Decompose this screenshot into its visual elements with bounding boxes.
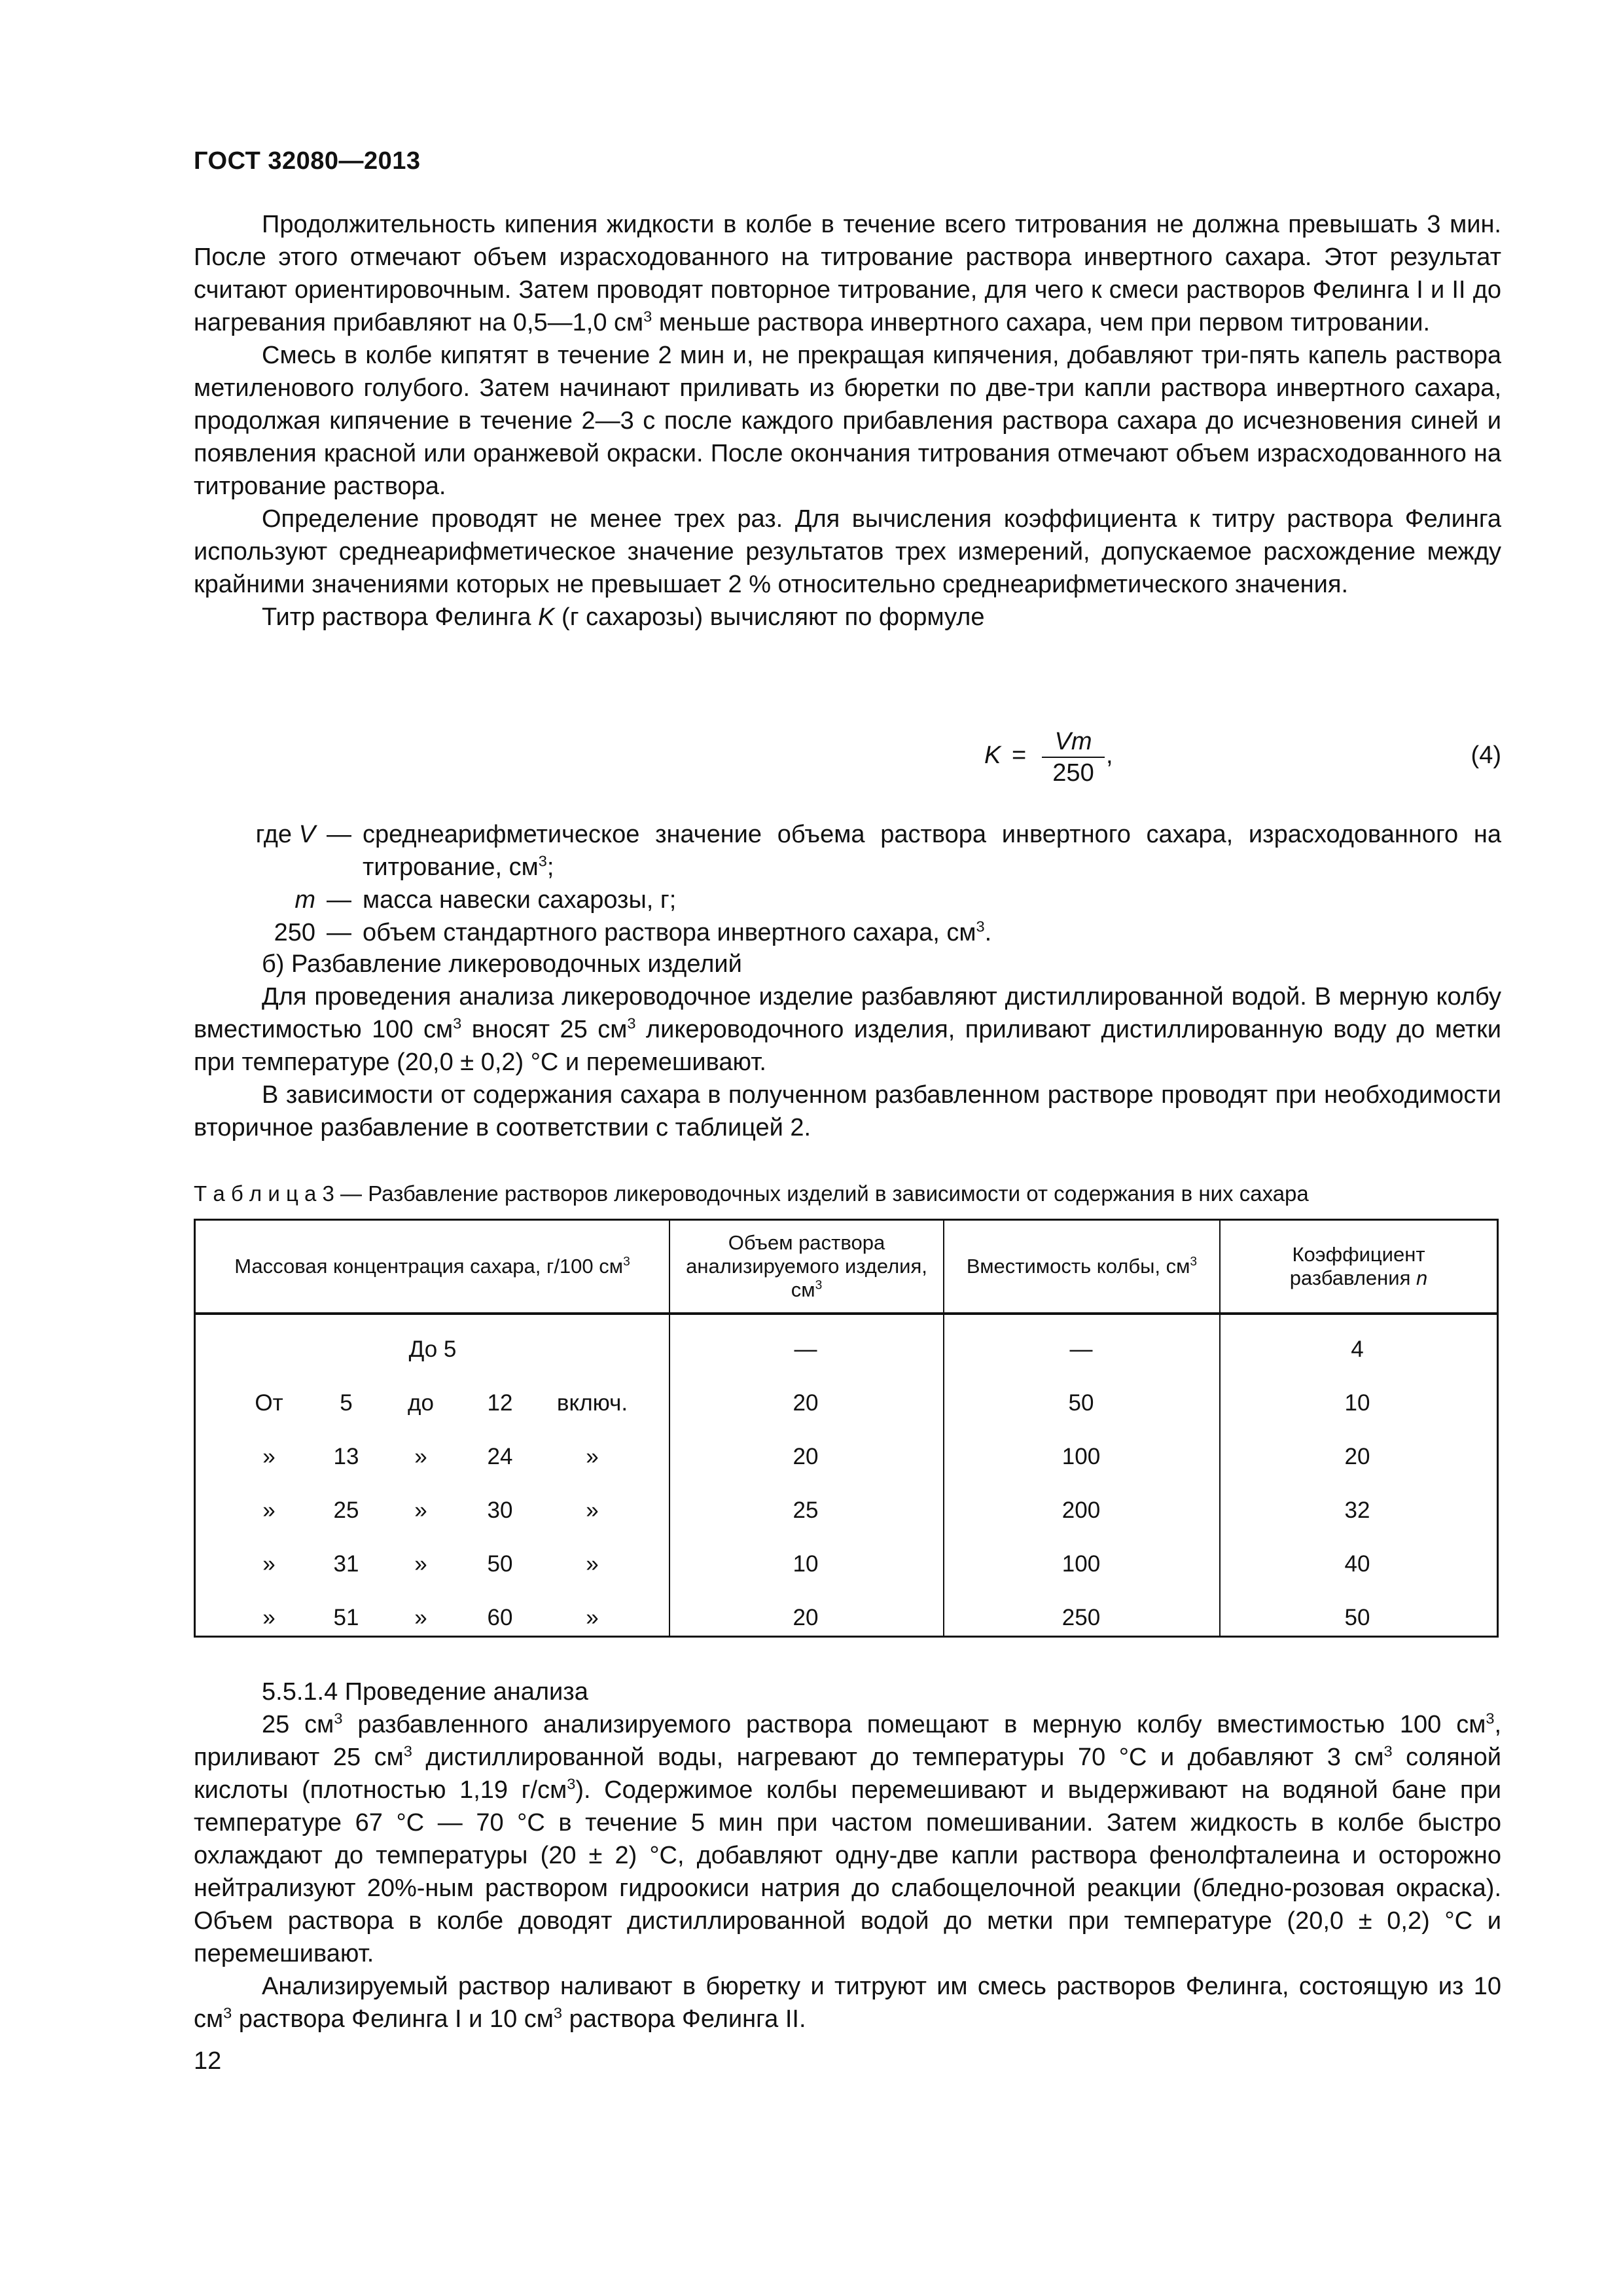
cell-from-word: » xyxy=(262,1605,276,1630)
formula-denominator: 250 xyxy=(1052,759,1094,787)
legend-description xyxy=(363,916,1501,949)
superscript: 3 xyxy=(567,1775,576,1793)
cell-to-word: до xyxy=(408,1390,434,1416)
cell-from-word: » xyxy=(262,1551,276,1577)
paragraph-text: Для проведения анализа ликероводочное изделие разбавляют дистиллированной водой. В мерную колбу вместимостью 100 см xyxy=(194,983,1501,1043)
cell-to: 12 xyxy=(487,1390,513,1416)
legend-row-250 xyxy=(194,916,1501,949)
subheading-analysis: 5.5.1.4 Проведение анализа xyxy=(262,1678,588,1706)
paragraph-text: дистиллированной воды, нагревают до температуры 70 °С и добавляют 3 см xyxy=(412,1744,1384,1771)
table-row xyxy=(196,1602,1497,1655)
paragraph-text: соляной кислоты (плотностью 1,19 г/см xyxy=(194,1744,1501,1804)
cell-incl: включ. xyxy=(556,1390,628,1416)
paragraph-analysis-procedure xyxy=(194,1708,1501,1970)
superscript: 3 xyxy=(553,2004,563,2022)
legend-symbol xyxy=(194,818,315,851)
superscript: 3 xyxy=(815,1278,823,1293)
cell-coef: 32 xyxy=(1344,1498,1370,1523)
legend-dash: — xyxy=(327,919,351,946)
header-flask-capacity xyxy=(943,1221,1219,1312)
cell-coef: 50 xyxy=(1344,1605,1370,1630)
header-text: Массовая концентрация сахара, г/100 см xyxy=(234,1255,624,1278)
formula-4 xyxy=(194,726,1501,798)
cell-to-word: » xyxy=(414,1444,427,1469)
paragraph-text: Продолжительность кипения жидкости в колбе в течение всего титрования не должна превышать 3 мин. После этого отмечают объем израсходованного на титрование раствора инвертного сахара. Этот результат считают ориентировочным. Затем проводят повторное титрование, для чего к смеси растворов Фелинга I и II до нагревания прибавляют на 0,5—1,0 см xyxy=(194,211,1501,336)
header-text: Вместимость колбы, см xyxy=(966,1255,1190,1278)
paragraph-burette-titration xyxy=(194,1970,1501,2036)
cell-volume: 20 xyxy=(793,1390,819,1416)
paragraph-dilution-method xyxy=(194,980,1501,1079)
paragraph-text: , приливают 25 см xyxy=(194,1711,1502,1771)
cell-to: 60 xyxy=(487,1605,513,1630)
legend-symbol-text: 250 xyxy=(274,919,315,946)
formula-number: (4) xyxy=(1471,742,1501,769)
superscript: 3 xyxy=(223,2004,232,2022)
superscript: 3 xyxy=(623,1255,630,1269)
legend-description-text: среднеарифметическое значение объема раствора инвертного сахара, израсходованного на титрование, см xyxy=(363,821,1501,881)
legend-dash: — xyxy=(327,886,351,914)
cell-from-word: » xyxy=(262,1498,276,1523)
legend-description-end: . xyxy=(984,919,992,946)
cell-to-word: » xyxy=(414,1605,427,1630)
cell-to-word: » xyxy=(414,1551,427,1577)
cell-volume: 20 xyxy=(793,1444,819,1469)
cell-coef: 20 xyxy=(1344,1444,1370,1469)
paragraph-methylene-blue: Смесь в колбе кипятят в течение 2 мин и, не прекращая кипячения, добавляют три-пять капель раствора метиленового голубого. Затем начинают приливать из бюретки по две-три капли раствора инвертного сахара, продолжая кипячение в течение 2—3 с после каждого прибавления раствора сахара до исчезновения синей и появления красной или оранжевой окраски. После окончания титрования отмечают объем израсходованного на титрование раствора. xyxy=(194,342,1501,500)
paragraph-text: Анализируемый раствор наливают в бюретку и титруют им смесь растворов Фелинга, состоящую из 10 см xyxy=(194,1973,1501,2033)
legend-description-end: ; xyxy=(546,853,554,881)
cell-from: 25 xyxy=(333,1498,359,1523)
paragraph-text: меньше раствора инвертного сахара, чем при первом титровании. xyxy=(652,309,1431,336)
paragraph-text: ). Содержимое колбы перемешивают и выдерживают на водяной бане при температуре 67 °С — 70 °С в течение 5 мин при частом помешивании. Затем жидкость в колбе быстро охлаждают до температуры (20 ± 2) °С, добавляют одну-две капли раствора фенолфталеина и осторожно нейтрализуют 20%-ным раствором гидроокиси натрия до слабощелочной реакции (бледно-розовая окраска). Объем раствора в колбе доводят дистиллированной водой до метки при температуре (20,0 ± 0,2) °С и перемешивают. xyxy=(194,1776,1501,1967)
table-row xyxy=(196,1333,1497,1387)
cell-from-word: » xyxy=(262,1444,276,1469)
cell-flask: 100 xyxy=(1061,1551,1101,1577)
superscript: 3 xyxy=(627,1014,636,1032)
paragraph-repeat-determination: Определение проводят не менее трех раз. Для вычисления коэффициента к титру раствора Фелинга используют среднеарифметическое значение результатов трех измерений, допускаемое расхождение между крайними значениями которых не превышает 2 % относительно среднеарифметического значения. xyxy=(194,505,1501,598)
header-text: Объем раствора анализируемого изделия, см xyxy=(686,1231,927,1301)
subheading-dilution: б) Разбавление ликероводочных изделий xyxy=(262,950,742,978)
legend-symbol xyxy=(194,916,315,949)
text-block-dilution xyxy=(194,948,1501,1144)
paragraph-text: ликероводочного изделия, приливают дистиллированную воду до метки при температуре (20,0 ± 0,2) °С и перемешивают. xyxy=(194,1016,1501,1076)
superscript: 3 xyxy=(403,1742,412,1760)
superscript: 3 xyxy=(1486,1710,1495,1727)
cell-volume: — xyxy=(794,1336,817,1362)
cell-volume: 10 xyxy=(793,1551,819,1577)
legend-prefix: где xyxy=(255,821,299,848)
legend-description-text: масса навески сахарозы, г; xyxy=(363,886,677,914)
superscript: 3 xyxy=(538,852,547,870)
cell-from: 51 xyxy=(333,1605,359,1630)
header-text: Коэффициент разбавления xyxy=(1289,1243,1425,1289)
header-symbol-n: n xyxy=(1416,1266,1428,1289)
header-sample-volume xyxy=(669,1221,943,1312)
legend-symbol-text: V xyxy=(298,821,315,848)
table-rows xyxy=(196,1333,1497,1655)
symbol-k: K xyxy=(538,603,555,631)
cell-flask: 100 xyxy=(1061,1444,1101,1469)
cell-incl: » xyxy=(586,1605,599,1630)
cell-incl: » xyxy=(586,1498,599,1523)
table-row xyxy=(196,1441,1497,1494)
table-row xyxy=(196,1548,1497,1602)
table-row xyxy=(196,1494,1497,1548)
paragraph-text: разбавленного анализируемого раствора помещают в мерную колбу вместимостью 100 см xyxy=(342,1711,1486,1738)
formula-trailing-comma: , xyxy=(1106,742,1113,769)
cell-range: До 5 xyxy=(408,1336,457,1362)
cell-flask: — xyxy=(1069,1336,1093,1362)
formula-fraction xyxy=(1042,726,1105,788)
header-sugar-concentration xyxy=(196,1221,669,1312)
cell-to-word: » xyxy=(414,1498,427,1523)
legend-row-v xyxy=(194,818,1501,884)
paragraph-text: раствора Фелинга I и 10 см xyxy=(232,2005,554,2033)
cell-flask: 250 xyxy=(1061,1605,1101,1630)
formula-lhs: K xyxy=(984,742,1001,769)
legend-dash: — xyxy=(327,821,351,848)
cell-from: 31 xyxy=(333,1551,359,1577)
legend-row-m xyxy=(194,884,1501,916)
paragraph-text: 25 см xyxy=(262,1711,334,1738)
legend-description-text: объем стандартного раствора инвертного сахара, см xyxy=(363,919,976,946)
paragraph-text: Титр раствора Фелинга xyxy=(262,603,539,631)
cell-incl: » xyxy=(586,1551,599,1577)
document-code: ГОСТ 32080—2013 xyxy=(194,147,421,175)
cell-incl: » xyxy=(586,1444,599,1469)
cell-flask: 200 xyxy=(1061,1498,1101,1523)
superscript: 3 xyxy=(643,308,652,325)
paragraph-boiling-duration xyxy=(194,208,1501,339)
cell-coef: 10 xyxy=(1344,1390,1370,1416)
cell-volume: 25 xyxy=(793,1498,819,1523)
table-header xyxy=(196,1221,1497,1315)
superscript: 3 xyxy=(1190,1255,1198,1269)
legend-description xyxy=(363,818,1501,884)
formula-legend xyxy=(194,818,1501,949)
cell-from: 5 xyxy=(340,1390,353,1416)
cell-flask: 50 xyxy=(1068,1390,1094,1416)
cell-to: 50 xyxy=(487,1551,513,1577)
formula-numerator: Vm xyxy=(1042,726,1105,758)
cell-to: 24 xyxy=(487,1444,513,1469)
cell-to: 30 xyxy=(487,1498,513,1523)
superscript: 3 xyxy=(453,1014,462,1032)
paragraph-text: раствора Фелинга II. xyxy=(562,2005,806,2033)
dilution-table xyxy=(194,1219,1499,1638)
text-block-analysis xyxy=(194,1676,1501,2036)
cell-coefficient: 4 xyxy=(1351,1336,1364,1362)
text-block-titration xyxy=(194,208,1501,634)
paragraph-text: вносят 25 см xyxy=(461,1016,628,1043)
cell-from-word: От xyxy=(255,1390,283,1416)
paragraph-secondary-dilution: В зависимости от содержания сахара в полученном разбавленном растворе проводят при необходимости вторичное разбавление в соответствии с таблицей 2. xyxy=(194,1081,1501,1141)
superscript: 3 xyxy=(1383,1742,1393,1760)
table-caption: Т а б л и ц а 3 — Разбавление растворов ликероводочных изделий в зависимости от содержания в них сахара xyxy=(194,1181,1309,1206)
legend-symbol xyxy=(194,884,315,916)
cell-volume: 20 xyxy=(793,1605,819,1630)
paragraph-text: (г сахарозы) вычисляют по формуле xyxy=(554,603,985,631)
legend-description xyxy=(363,884,1501,916)
superscript: 3 xyxy=(334,1710,343,1727)
legend-symbol-text: m xyxy=(294,886,315,914)
table-row xyxy=(196,1387,1497,1441)
header-dilution-coefficient xyxy=(1219,1221,1497,1312)
cell-coef: 40 xyxy=(1344,1551,1370,1577)
superscript: 3 xyxy=(976,918,985,935)
page-number: 12 xyxy=(194,2047,222,2075)
formula-equals: = xyxy=(1012,742,1027,769)
paragraph-titer-formula-intro xyxy=(194,601,1501,634)
cell-from: 13 xyxy=(333,1444,359,1469)
